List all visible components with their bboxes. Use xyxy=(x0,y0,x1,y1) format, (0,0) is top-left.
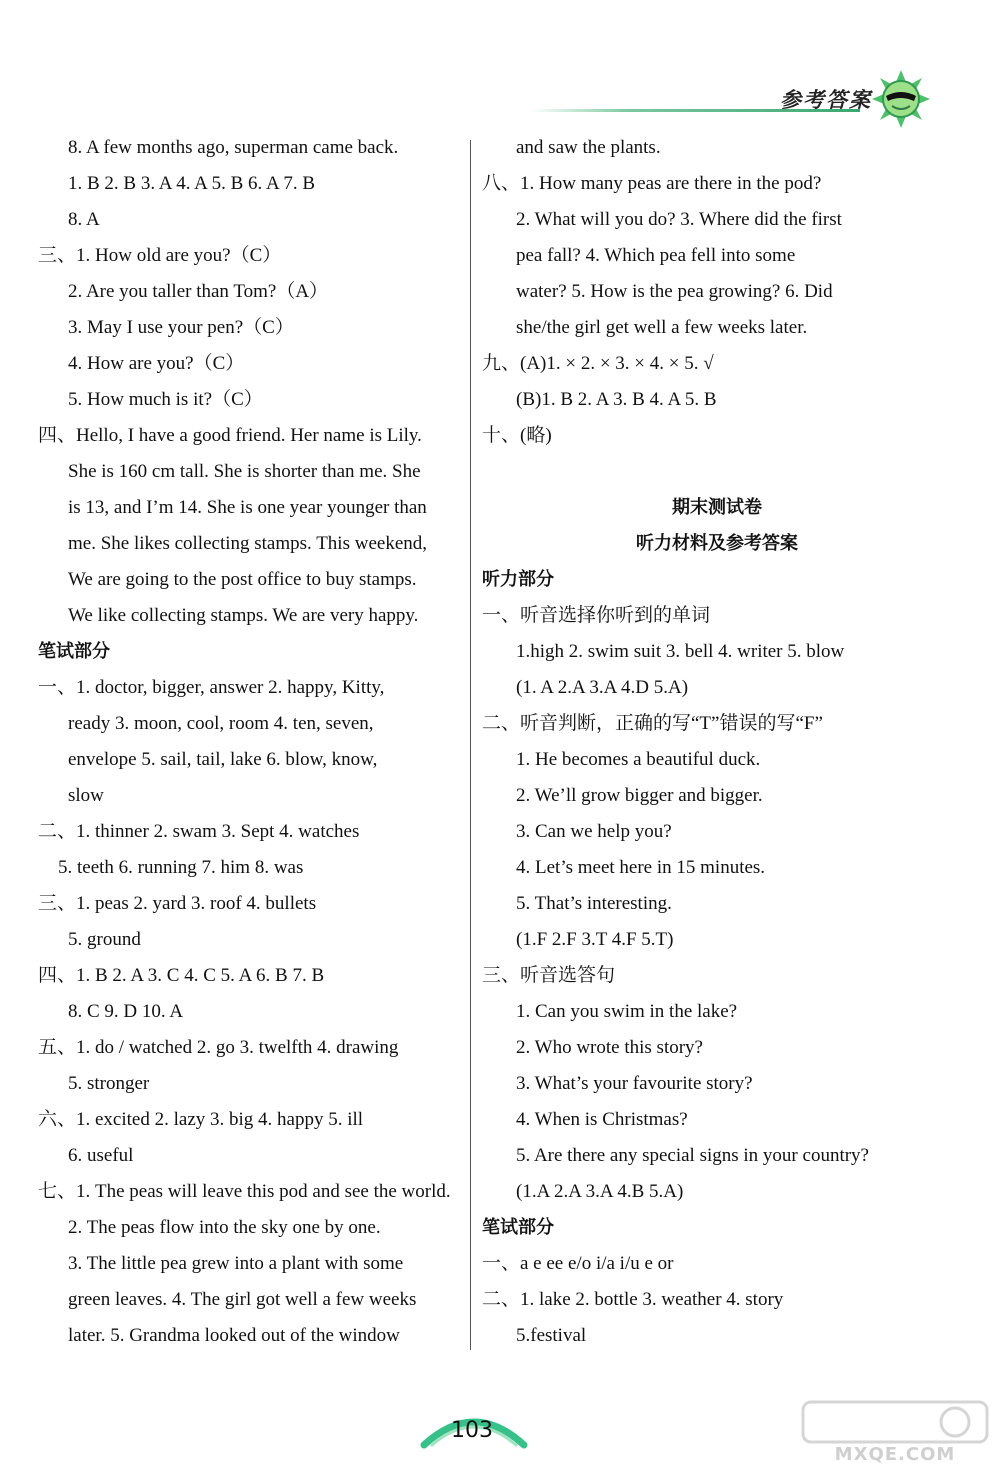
left-text-line: She is 160 cm tall. She is shorter than me. She xyxy=(68,461,421,482)
left-text-line: 8. A few months ago, superman came back. xyxy=(68,137,399,158)
left-text-line: 1. B 2. B 3. A 4. A 5. B 6. A 7. B xyxy=(68,173,316,194)
column-divider xyxy=(470,140,471,1350)
right-text-line: 一、a e ee e/o i/a i/u e or xyxy=(482,1253,674,1274)
left-text-line: 一、1. doctor, bigger, answer 2. happy, Kitty, xyxy=(38,677,385,698)
right-text-line: 5.festival xyxy=(516,1325,587,1346)
right-text-line: 二、听音判断，正确的写“T”错误的写“F” xyxy=(482,713,823,734)
right-text-line: 4. Let’s meet here in 15 minutes. xyxy=(516,857,766,878)
left-text-line: slow xyxy=(68,785,104,806)
left-text-line: 二、1. thinner 2. swam 3. Sept 4. watches xyxy=(38,821,360,842)
watermark-logo xyxy=(795,1398,995,1470)
left-text-line: 4. How are you?（C） xyxy=(68,353,245,374)
left-text-line: 3. May I use your pen?（C） xyxy=(68,317,294,338)
right-text-line: 三、听音选答句 xyxy=(482,965,616,986)
left-text-line: ready 3. moon, cool, room 4. ten, seven, xyxy=(68,713,374,734)
page-number: 103 xyxy=(451,1418,493,1443)
left-text-line: is 13, and I’m 14. She is one year younger than xyxy=(68,497,427,518)
left-text-line: green leaves. 4. The girl got well a few weeks xyxy=(68,1289,417,1310)
left-text-line: 5. teeth 6. running 7. him 8. was xyxy=(58,857,304,878)
left-text-line: 5. How much is it?（C） xyxy=(68,389,263,410)
left-text-line: 七、1. The peas will leave this pod and see the world. xyxy=(38,1181,451,1202)
right-text-line: pea fall? 4. Which pea fell into some xyxy=(516,245,796,266)
right-text-line: 2. What will you do? 3. Where did the first xyxy=(516,209,842,230)
right-text-line: 5. Are there any special signs in your country? xyxy=(516,1145,869,1166)
right-text-line: 1. He becomes a beautiful duck. xyxy=(516,749,761,770)
right-text-line: (B)1. B 2. A 3. B 4. A 5. B xyxy=(516,389,717,410)
right-text-line: (1. A 2.A 3.A 4.D 5.A) xyxy=(516,677,689,698)
right-text-line: 1. Can you swim in the lake? xyxy=(516,1001,738,1022)
right-text-line: she/the girl get well a few weeks later. xyxy=(516,317,808,338)
left-text-line: me. She likes collecting stamps. This weekend, xyxy=(68,533,427,554)
right-text-line: and saw the plants. xyxy=(516,137,661,158)
left-text-line: 四、1. B 2. A 3. C 4. C 5. A 6. B 7. B xyxy=(38,965,325,986)
watermark-stamp-icon xyxy=(795,1398,995,1448)
right-text-line: 2. Who wrote this story? xyxy=(516,1037,703,1058)
right-text-line: 听力部分 xyxy=(482,569,554,590)
right-column xyxy=(482,130,952,1354)
header-title: 参考答案 xyxy=(780,88,872,112)
right-text-line: 3. What’s your favourite story? xyxy=(516,1073,753,1094)
right-text-line: (1.A 2.A 3.A 4.B 5.A) xyxy=(516,1181,684,1202)
left-text-line: 3. The little pea grew into a plant with some xyxy=(68,1253,404,1274)
sun-mascot-icon xyxy=(870,68,932,130)
watermark-text: MXQE.COM xyxy=(834,1444,956,1465)
right-text-line: 2. We’ll grow bigger and bigger. xyxy=(516,785,763,806)
left-text-line: 5. ground xyxy=(68,929,141,950)
right-text-line: (1.F 2.F 3.T 4.F 5.T) xyxy=(516,929,674,950)
left-text-line: 四、Hello, I have a good friend. Her name is Lily. xyxy=(38,425,422,446)
left-text-line: We are going to the post office to buy stamps. xyxy=(68,569,417,590)
left-text-line: 8. A xyxy=(68,209,100,230)
right-text-line: 十、(略) xyxy=(482,425,552,446)
left-text-line: 6. useful xyxy=(68,1145,134,1166)
left-text-line: 三、1. peas 2. yard 3. roof 4. bullets xyxy=(38,893,317,914)
left-text-line: later. 5. Grandma looked out of the window xyxy=(68,1325,400,1346)
right-text-line: 5. That’s interesting. xyxy=(516,893,672,914)
left-text-line: 2. Are you taller than Tom?（A） xyxy=(68,281,329,302)
right-text-line: 期末测试卷 xyxy=(672,497,762,518)
right-text-line: 八、1. How many peas are there in the pod? xyxy=(482,173,822,194)
right-text-line: 笔试部分 xyxy=(482,1217,554,1238)
left-column xyxy=(38,130,468,1354)
right-text-line: 1.high 2. swim suit 3. bell 4. writer 5. blow xyxy=(516,641,845,662)
right-text-line: 九、(A)1. × 2. × 3. × 4. × 5. √ xyxy=(482,353,714,374)
right-text-line: 3. Can we help you? xyxy=(516,821,672,842)
right-text-line: 一、听音选择你听到的单词 xyxy=(482,605,711,626)
left-text-line: 三、1. How old are you?（C） xyxy=(38,245,282,266)
right-text-line: 4. When is Christmas? xyxy=(516,1109,688,1130)
right-text-line xyxy=(482,454,952,490)
left-text-line: 5. stronger xyxy=(68,1073,150,1094)
left-text-line: 2. The peas flow into the sky one by one. xyxy=(68,1217,381,1238)
left-text-line: 笔试部分 xyxy=(38,641,110,662)
left-text-line: We like collecting stamps. We are very happy. xyxy=(68,605,419,626)
left-text-line: 8. C 9. D 10. A xyxy=(68,1001,184,1022)
left-text-line: envelope 5. sail, tail, lake 6. blow, know, xyxy=(68,749,378,770)
right-text-line: water? 5. How is the pea growing? 6. Did xyxy=(516,281,833,302)
left-text-line: 五、1. do / watched 2. go 3. twelfth 4. drawing xyxy=(38,1037,399,1058)
left-text-line: 六、1. excited 2. lazy 3. big 4. happy 5. ill xyxy=(38,1109,364,1130)
right-text-line: 二、1. lake 2. bottle 3. weather 4. story xyxy=(482,1289,784,1310)
right-text-line: 听力材料及参考答案 xyxy=(636,533,798,554)
